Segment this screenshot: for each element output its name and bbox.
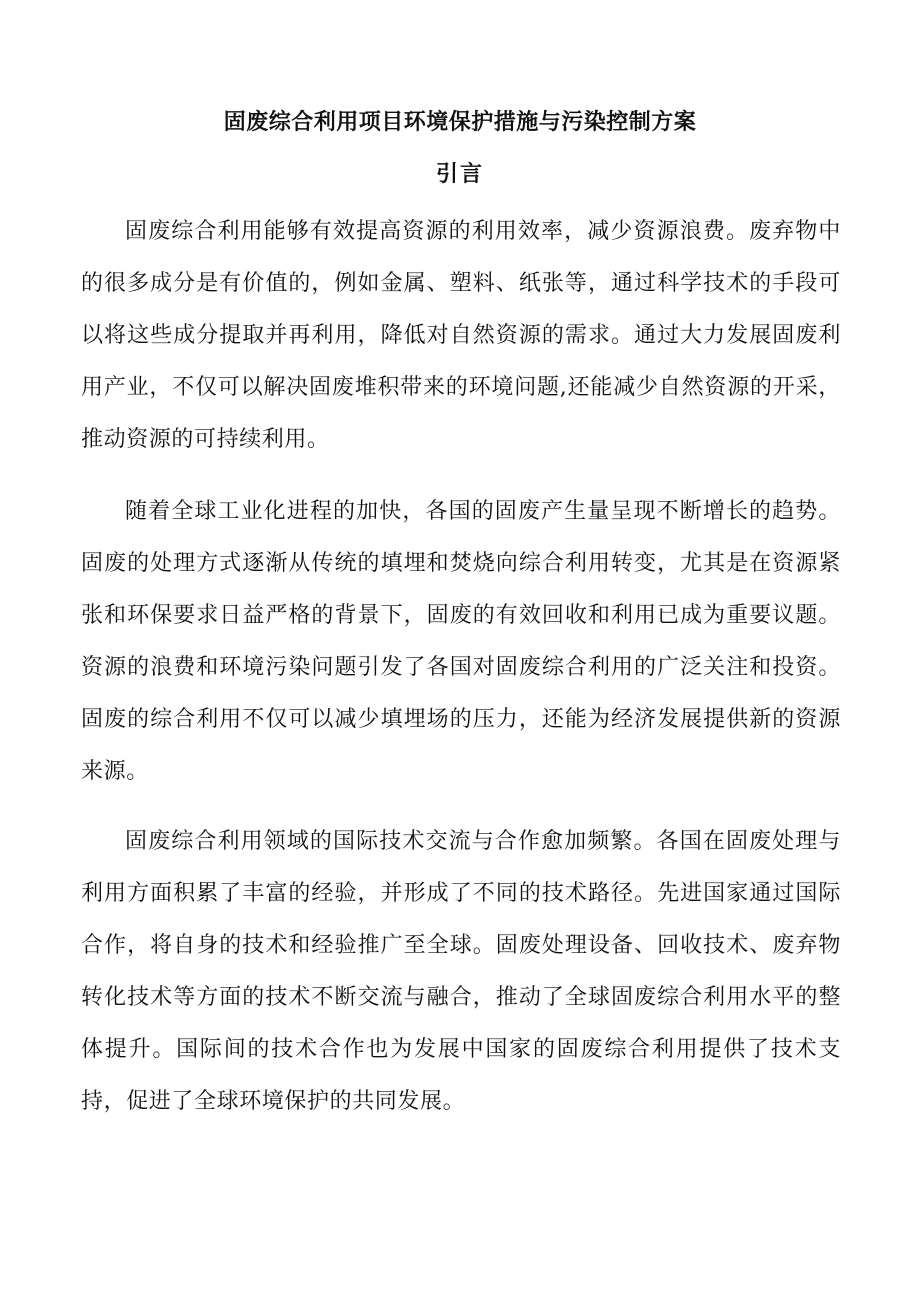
document-title: 固废综合利用项目环境保护措施与污染控制方案: [223, 109, 697, 135]
section-heading-introduction: 引言: [435, 161, 484, 187]
paragraph-3: 固废综合利用领域的国际技术交流与合作愈加频繁。各国在固废处理与利用方面积累了丰富的经验，并形成了不同的技术路径。先进国家通过国际合作，将自身的技术和经验推广至全球。固废处理设备、回收技术、废弃物转化技术等方面的技术不断交流与融合，推动了全球固废综合利用水平的整体提升。国际间的技术合作也为发展中国家的固废综合利用提供了技术支持，促进了全球环境保护的共同发展。: [81, 829, 841, 1114]
paragraph-2: 随着全球工业化进程的加快，各国的固废产生量呈现不断增长的趋势。固废的处理方式逐渐从传统的填埋和焚烧向综合利用转变，尤其是在资源紧张和环保要求日益严格的背景下，固废的有效回收和利用已成为重要议题。资源的浪费和环境污染问题引发了各国对固废综合利用的广泛关注和投资。固废的综合利用不仅可以减少填埋场的压力，还能为经济发展提供新的资源来源。: [81, 499, 841, 784]
paragraph-1: 固废综合利用能够有效提高资源的利用效率，减少资源浪费。废弃物中的很多成分是有价值的，例如金属、塑料、纸张等，通过科学技术的手段可以将这些成分提取并再利用，降低对自然资源的需求。通过大力发展固废利用产业，不仅可以解决固废堆积带来的环境问题,还能减少自然资源的开采，推动资源的可持续利用。: [81, 219, 841, 452]
